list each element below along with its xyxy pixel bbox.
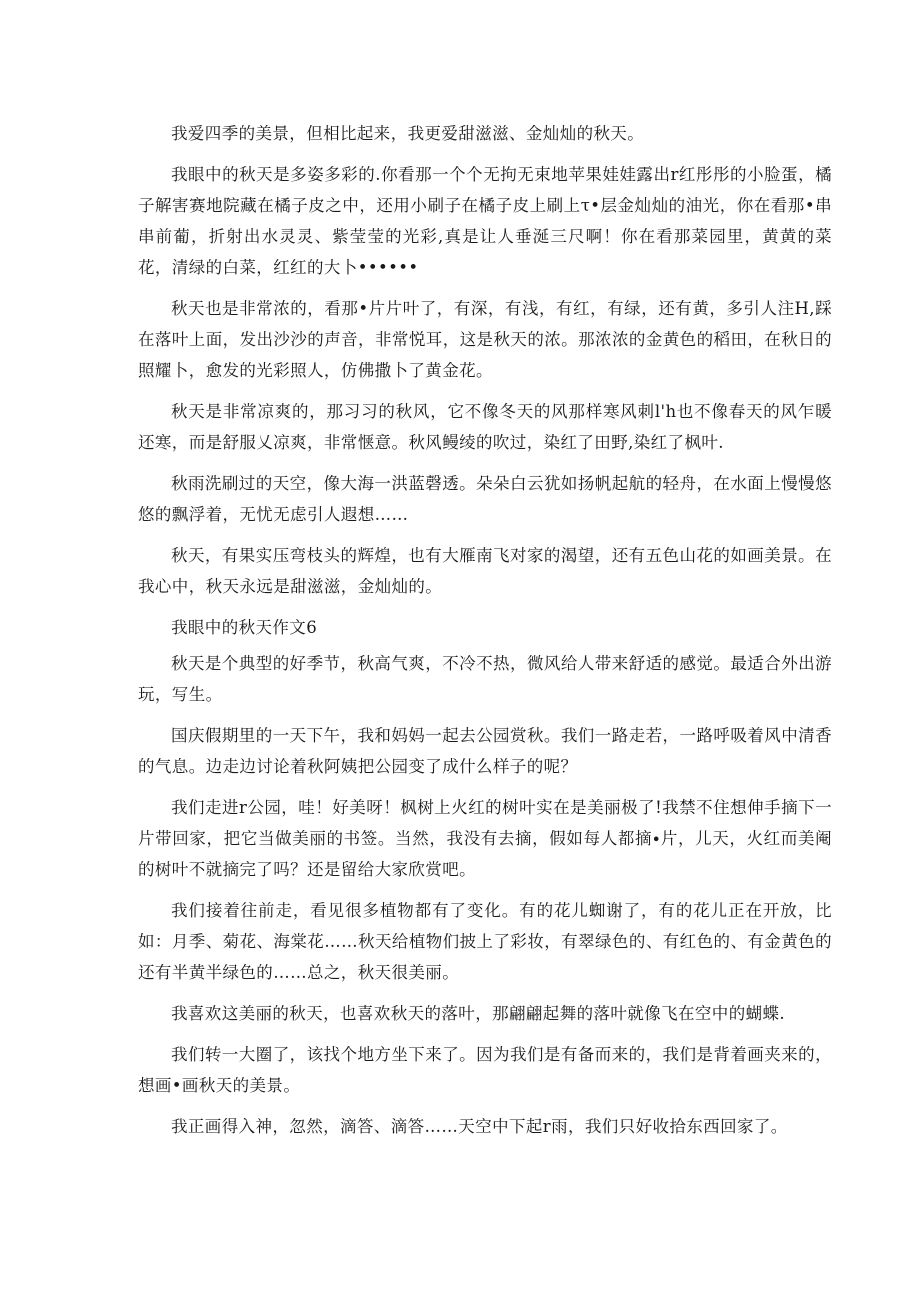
paragraph-park-visit: 国庆假期里的一天下午，我和妈妈一起去公园赏秋。我们一路走若，一路呼吸着风中清香的气息。边走边讨论着秋阿姨把公园变了成什么样子的呢？	[138, 725, 832, 777]
paragraph-plants: 我们接着往前走，看见很多植物都有了变化。有的花儿蜘谢了，有的花儿正在开放，比如：月季、菊花、海棠花……秋天给植物们披上了彩妆，有翠绿色的、有红色的、有金黄色的还有半黄半绿色的……总之，秋天很美丽。	[138, 900, 832, 983]
paragraph-intro: 我爱四季的美景，但相比起来，我更爱甜滋滋、金灿灿的秋天。	[171, 124, 645, 143]
essay-title: 我眼中的秋天作文6	[171, 617, 318, 637]
paragraph-falling-leaves: 我喜欢这美丽的秋天，也喜欢秋天的落叶，那翩翩起舞的落叶就像飞在空中的蝴蝶.	[171, 1004, 786, 1024]
paragraph-rich-autumn: 秋天也是非常浓的，看那•片片叶了，有深，有浅，有红，有绿，还有黄，多引人注H,踩在落叶上面，发出沙沙的声音，非常悦耳，这是秋天的浓。那浓浓的金黄色的稻田，在秋日的照耀卜，愈发的光彩照人，仿佛撒卜了黄金花。	[138, 299, 832, 381]
paragraph-colorful-autumn: 我眼中的秋天是多姿多彩的.你看那一个个无拘无束地苹果娃娃露出r红彤彤的小脸蛋，橘子解害赛地院藏在橘子皮之中，还用小刷子在橘子皮上刷上τ•层金灿灿的油光，你在看那•串串前葡，折射出水灵灵、紫莹莹的光彩,真是让人垂涎三尺啊！你在看那菜园里，黄黄的菜花，清绿的白菜，红红的大卜••••••	[138, 164, 832, 278]
paragraph-cool-autumn: 秋天是非常凉爽的，那习习的秋风，它不像冬天的风那样寒风刺l'h也不像春天的风乍暖还寒，而是舒服乂凉爽，非常惬意。秋风鳗绫的吹过，染红了田野,染红了枫叶.	[138, 402, 832, 453]
paragraph-sit-down: 我们转一大圈了，该找个地方坐下来了。因为我们是有备而来的，我们是背着画夹来的，想画•画秋天的美景。	[138, 1044, 832, 1095]
paragraph-good-season: 秋天是个典型的好季节，秋高气爽，不冷不热，微风给人带来舒适的感觉。最适合外出游玩，写生。	[138, 654, 832, 705]
paragraph-maple-leaves: 我们走进r公园，哇！好美呀！枫树上火红的树叶实在是美丽极了!我禁不住想伸手摘下一片带回家，把它当做美丽的书签。当然，我没有去摘，假如每人都摘∙片，儿天，火红而美阉的树叶不就摘完了吗？还是留给大家欣赏吧。	[138, 797, 832, 880]
paragraph-autumn-sky: 秋雨洗刷过的天空，像大海一洪蓝磬透。朵朵白云犹如扬帆起航的轻舟，在水面上慢慢悠悠的飘浮着，无忧无虑引人遐想……	[138, 474, 832, 525]
paragraph-conclusion: 秋天，有果实压弯枝头的辉煌，也有大雁南飞对家的渴望，还有五色山花的如画美景。在我心中，秋天永远是甜滋滋，金灿灿的。	[138, 545, 832, 597]
document-body	[138, 118, 832, 1142]
paragraph-rain: 我正画得入神，忽然，滴答、滴答……天空中下起r雨，我们只好收拾东西回家了。	[171, 1116, 788, 1136]
